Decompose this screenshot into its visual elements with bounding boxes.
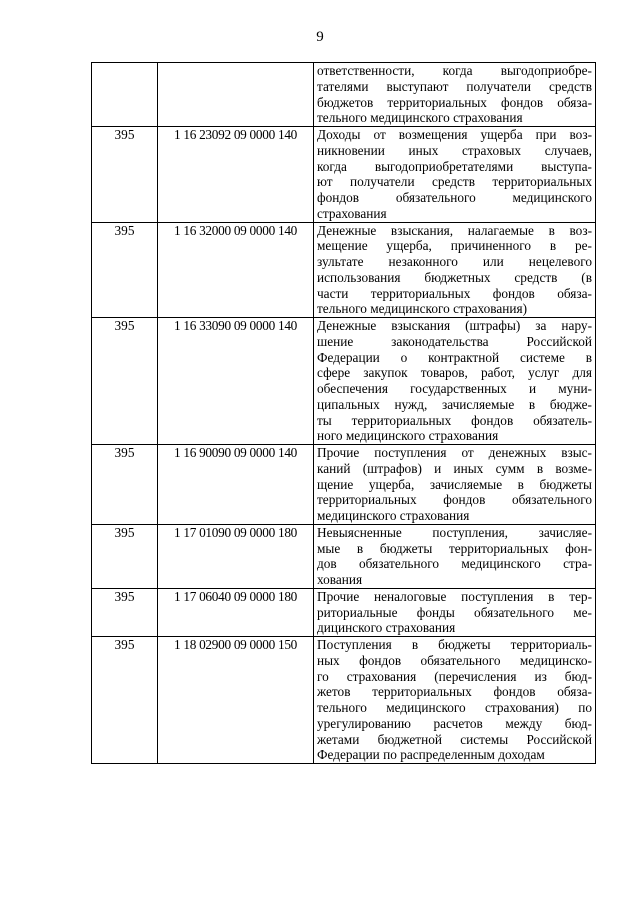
table-row — [92, 445, 596, 525]
revenue-description-cell — [314, 637, 596, 764]
description-line: использования бюджетных средств (в — [317, 269, 592, 285]
admin-code-cell: 395 — [92, 588, 158, 636]
budget-classification-code-cell: 1 17 01090 09 0000 180 — [158, 524, 314, 588]
description-line: никновении иных страховых случаев, — [317, 142, 592, 158]
description-line: го страхования (перечисления из бюд- — [317, 668, 592, 684]
admin-code-cell — [92, 63, 158, 127]
description-line: Невыясненные поступления, зачисляе- — [317, 524, 592, 540]
table-row — [92, 637, 596, 764]
revenue-description-cell — [314, 318, 596, 445]
admin-code-cell: 395 — [92, 127, 158, 223]
table-row — [92, 318, 596, 445]
description-line: мещение ущерба, причиненного в ре- — [317, 238, 592, 254]
budget-classification-code-cell: 1 16 33090 09 0000 140 — [158, 318, 314, 445]
table-row — [92, 63, 596, 127]
description-line: Денежные взыскания (штрафы) за нару- — [317, 318, 592, 333]
description-line: зультате незаконного или нецелевого — [317, 254, 592, 269]
description-line: тельного медицинского страхования) по — [317, 700, 592, 715]
revenue-description-cell — [314, 524, 596, 588]
description-line: Денежные взыскания, налагаемые в воз- — [317, 222, 592, 238]
description-line: каний (штрафов) и иных сумм в возме- — [317, 460, 592, 476]
description-line: ответственности, когда выгодоприобре- — [317, 63, 592, 78]
description-line: ных фондов обязательного медицинско- — [317, 652, 592, 668]
description-line: дов обязательного медицинского стра- — [317, 556, 592, 572]
description-line: Поступления в бюджеты территориаль- — [317, 637, 592, 652]
budget-classification-code-cell — [158, 63, 314, 127]
description-line: ты территориальных фондов обязатель- — [317, 412, 592, 428]
description-line: жетами бюджетной системы Российской — [317, 731, 592, 747]
table-row — [92, 222, 596, 318]
description-line: страхования — [317, 205, 387, 221]
revenue-description-cell — [314, 63, 596, 127]
revenue-description-cell — [314, 445, 596, 525]
description-line: части территориальных фондов обяза- — [317, 285, 592, 301]
description-line: хования — [317, 572, 363, 587]
description-line: Прочие неналоговые поступления в тер- — [317, 588, 592, 604]
description-line: мые в бюджеты территориальных фон- — [317, 540, 592, 556]
budget-classification-code-cell: 1 16 23092 09 0000 140 — [158, 127, 314, 223]
table-row — [92, 588, 596, 636]
description-line: ципальных нужд, зачисляемые в бюдже- — [317, 396, 592, 412]
description-line: риториальные фонды обязательного ме- — [317, 604, 592, 620]
description-line: сфере закупок товаров, работ, услуг для — [317, 365, 592, 381]
description-line: Доходы от возмещения ущерба при воз- — [317, 127, 592, 142]
description-line: когда выгодоприобретателями выступа- — [317, 158, 592, 174]
revenue-description-cell — [314, 588, 596, 636]
description-line: ют получатели средств территориальных — [317, 174, 592, 190]
table-row — [92, 127, 596, 223]
description-line: Федерации о контрактной системе в — [317, 349, 592, 365]
admin-code-cell: 395 — [92, 637, 158, 764]
description-line: ного медицинского страхования — [317, 428, 499, 444]
description-line: дицинского страхования — [317, 620, 456, 636]
description-line: фондов обязательного медицинского — [317, 190, 592, 205]
revenue-description-cell — [314, 222, 596, 318]
description-line: жетов территориальных фондов обяза- — [317, 684, 592, 700]
description-line: тельного медицинского страхования — [317, 110, 523, 126]
description-line: территориальных фондов обязательного — [317, 492, 592, 508]
budget-classification-code-cell: 1 16 90090 09 0000 140 — [158, 445, 314, 525]
budget-classification-code-cell: 1 16 32000 09 0000 140 — [158, 222, 314, 318]
description-line: Прочие поступления от денежных взыс- — [317, 445, 592, 460]
description-line: щение ущерба, зачисляемые в бюджеты — [317, 476, 592, 492]
admin-code-cell: 395 — [92, 318, 158, 445]
description-line: медицинского страхования — [317, 508, 470, 523]
description-line: обеспечения государственных и муни- — [317, 381, 592, 396]
description-line: урегулированию расчетов между бюд- — [317, 715, 592, 731]
table-row — [92, 524, 596, 588]
page-number: 9 — [316, 29, 324, 45]
budget-classification-code-cell: 1 18 02900 09 0000 150 — [158, 637, 314, 764]
budget-classification-code-cell: 1 17 06040 09 0000 180 — [158, 588, 314, 636]
description-line: шение законодательства Российской — [317, 333, 592, 349]
revenue-description-cell — [314, 127, 596, 223]
description-line: бюджетов территориальных фондов обяза- — [317, 94, 592, 110]
admin-code-cell: 395 — [92, 222, 158, 318]
admin-code-cell: 395 — [92, 524, 158, 588]
description-line: тателями выступают получатели средств — [317, 78, 592, 94]
description-line: тельного медицинского страхования) — [317, 301, 528, 317]
revenue-codes-table — [91, 62, 596, 764]
description-line: Федерации по распределенным доходам — [317, 747, 545, 763]
admin-code-cell: 395 — [92, 445, 158, 525]
